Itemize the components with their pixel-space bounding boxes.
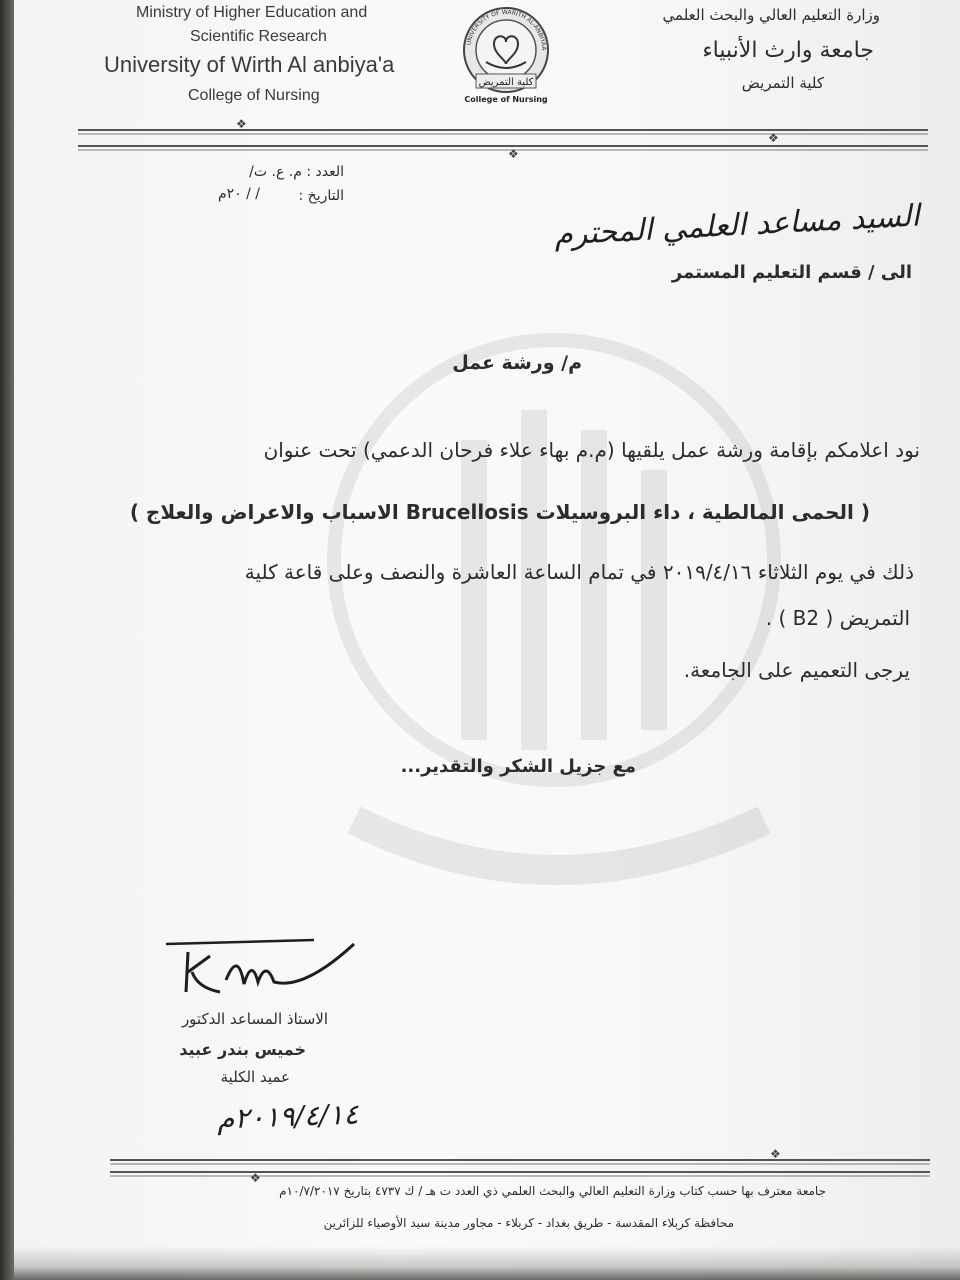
- svg-text:❖: ❖: [508, 147, 519, 160]
- seal-en-text: College of Nursing: [464, 95, 548, 104]
- body-line-3: ذلك في يوم الثلاثاء ٢٠١٩/٤/١٦ في تمام الساعة العاشرة والنصف وعلى قاعة كلية: [244, 560, 914, 584]
- handwritten-salutation: السيد مساعد العلمي المحترم: [553, 198, 921, 253]
- handwritten-date: ٢٠١٩/٤/١٤م: [215, 1097, 359, 1136]
- svg-text:❖: ❖: [250, 1171, 261, 1184]
- body-line-1: نود اعلامكم بإقامة ورشة عمل يلقيها (م.م بهاء علاء فرحان الدعمي) تحت عنوان: [263, 438, 920, 462]
- page-edge-shadow: [0, 0, 14, 1280]
- header-divider: [78, 116, 928, 160]
- footer-divider: [110, 1148, 930, 1184]
- bottom-shadow: [14, 1246, 960, 1280]
- footer-accreditation: جامعة معترف بها حسب كتاب وزارة التعليم العالي والبحث العلمي ذي العدد ت هـ / ك ٤٧٣٧ بتاريخ ١٠/٧/٢٠١٧م: [279, 1184, 826, 1198]
- signatory-position: عميد الكلية: [220, 1068, 290, 1086]
- footer-address: محافظة كربلاء المقدسة - طريق بغداد - كربلاء - مجاور مدينة سيد الأوصياء للزائرين: [323, 1216, 734, 1230]
- seal-ar-text: كلية التمريض: [478, 77, 534, 88]
- letter-page: [14, 0, 960, 1280]
- university-watermark: [294, 320, 814, 940]
- svg-text:❖: ❖: [236, 117, 247, 131]
- university-ar: جامعة وارث الأنبياء: [702, 38, 874, 63]
- recipient: الى / قسم التعليم المستمر: [671, 262, 912, 283]
- college-ar: كلية التمريض: [741, 74, 824, 92]
- ministry-en-line1: Ministry of Higher Education and: [136, 4, 368, 21]
- body-line-5: يرجى التعميم على الجامعة.: [683, 658, 910, 682]
- body-line-2-title: ( الحمى المالطية ، داء البروسيلات Brucellosis الاسباب والاعراض والعلاج ): [129, 500, 870, 524]
- college-en: College of Nursing: [188, 87, 320, 104]
- svg-text:❖: ❖: [768, 131, 779, 145]
- university-en: University of Wirth Al anbiya'a: [104, 52, 395, 77]
- body-line-4: التمريض ( B2 ) .: [765, 606, 910, 630]
- college-seal-logo: [456, 4, 556, 112]
- svg-text:❖: ❖: [770, 1148, 781, 1161]
- subject: م/ ورشة عمل: [452, 352, 582, 374]
- signatory-title: الاستاذ المساعد الدكتور: [181, 1010, 328, 1028]
- ministry-en-line2: Scientific Research: [190, 28, 327, 45]
- reference-number: العدد : م. ع. ت/: [249, 164, 344, 180]
- seal-ring-text: UNIVERSITY OF WARITH AL-ANBIYAA: [465, 8, 548, 51]
- signature-scribble: [164, 930, 374, 1006]
- closing: مع جزيل الشكر والتقدير...: [400, 756, 636, 777]
- signatory-name: خميس بندر عبيد: [179, 1040, 306, 1059]
- ministry-ar: وزارة التعليم العالي والبحث العلمي: [662, 6, 880, 24]
- reference-date-label: التاريخ :: [298, 188, 344, 204]
- reference-date-value: / / ٢٠م: [217, 186, 260, 202]
